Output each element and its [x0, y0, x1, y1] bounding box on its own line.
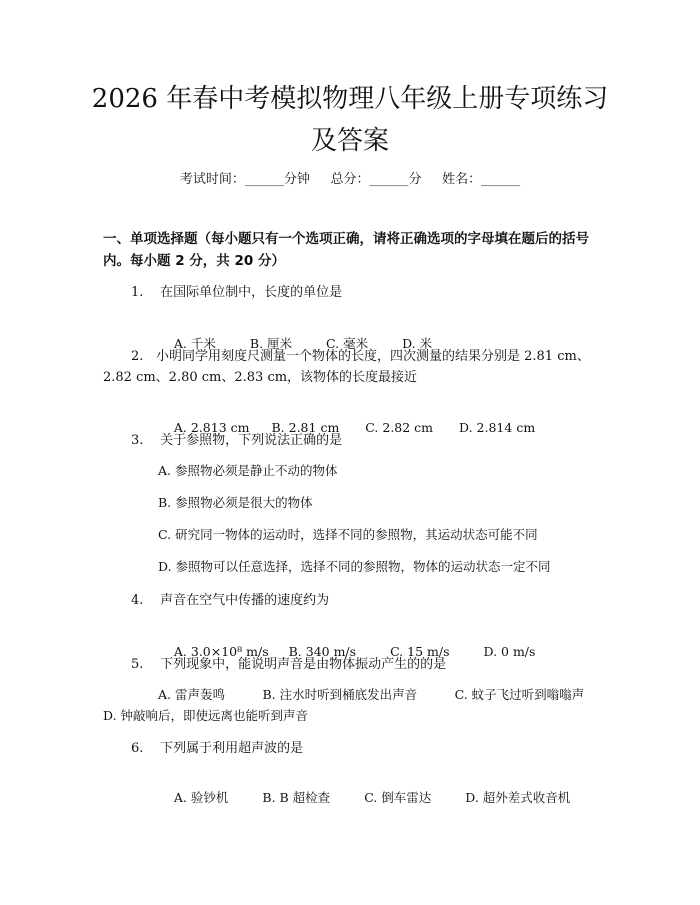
option-a: A. 3.0×10⁸ m/s: [173, 644, 269, 659]
question-4: [103, 590, 593, 611]
option-a: A. 2.813 cm: [173, 420, 250, 435]
option-c: C. 毫米: [326, 336, 369, 351]
option-a: A. 千米: [173, 336, 216, 351]
question-number: 2.: [131, 349, 144, 364]
question-number: 3.: [131, 433, 144, 448]
question-stem: 下列现象中，能说明声音是由物体振动产生的的是: [160, 657, 447, 672]
question-2: [103, 346, 593, 388]
question-5-options: A. 雷声轰鸣 B. 注水时听到桶底发出声音 C. 蚊子飞过听到嗡嗡声 D. 钟敲响后，即使远离也能听到声音: [103, 687, 622, 723]
question-stem: 在国际单位制中，长度的单位是: [160, 285, 343, 300]
option-b: B. 2.81 cm: [271, 420, 340, 435]
option-b: B. 厘米: [249, 336, 293, 351]
question-stem: 声音在空气中传播的速度约为: [160, 593, 330, 608]
option-d: D. 0 m/s: [483, 644, 536, 659]
option-b: B. 340 m/s: [288, 644, 357, 659]
question-6: [103, 738, 593, 759]
question-number: 4.: [131, 593, 144, 608]
option-c: C. 15 m/s: [390, 644, 450, 659]
section-heading: 一、单项选择题（每小题只有一个选项正确，请将正确选项的字母填在题后的括号内。每小题 2 分，共 20 分）: [103, 231, 589, 269]
option-d: D. 2.814 cm: [459, 420, 536, 435]
question-stem: 关于参照物，下列说法正确的是: [160, 433, 343, 448]
question-stem: 下列属于利用超声波的是: [160, 741, 304, 756]
question-3-option-b: B. 参照物必须是很大的物体: [158, 495, 313, 510]
question-number: 6.: [131, 741, 144, 756]
question-stem: 小明同学用刻度尺测量一个物体的长度，四次测量的结果分别是 2.81 cm、2.82 cm、2.80 cm、2.83 cm，该物体的长度最接近: [103, 349, 590, 385]
question-number: 1.: [131, 285, 144, 300]
question-5: [103, 654, 593, 675]
question-3: [103, 430, 593, 451]
option-c: C. 倒车雷达: [364, 790, 432, 805]
option-d: D. 米: [402, 336, 433, 351]
question-1: [103, 282, 593, 303]
option-c: C. 2.82 cm: [365, 420, 434, 435]
exam-meta-line: 考试时间：______分钟 总分：______分 姓名：______: [179, 172, 521, 187]
question-3-option-a: A. 参照物必须是静止不动的物体: [158, 463, 338, 478]
question-3-option-d: D. 参照物可以任意选择，选择不同的参照物，物体的运动状态一定不同: [158, 559, 551, 574]
question-6-options: [158, 768, 570, 828]
document-title: 2026 年春中考模拟物理八年级上册专项练习及答案: [91, 84, 609, 156]
option-a: A. 验钞机: [173, 790, 229, 805]
question-3-option-c: C. 研究同一物体的运动时，选择不同的参照物，其运动状态可能不同: [158, 527, 538, 542]
option-d: D. 超外差式收音机: [465, 790, 571, 805]
option-b: B. B 超检查: [262, 790, 331, 805]
question-number: 5.: [131, 657, 144, 672]
